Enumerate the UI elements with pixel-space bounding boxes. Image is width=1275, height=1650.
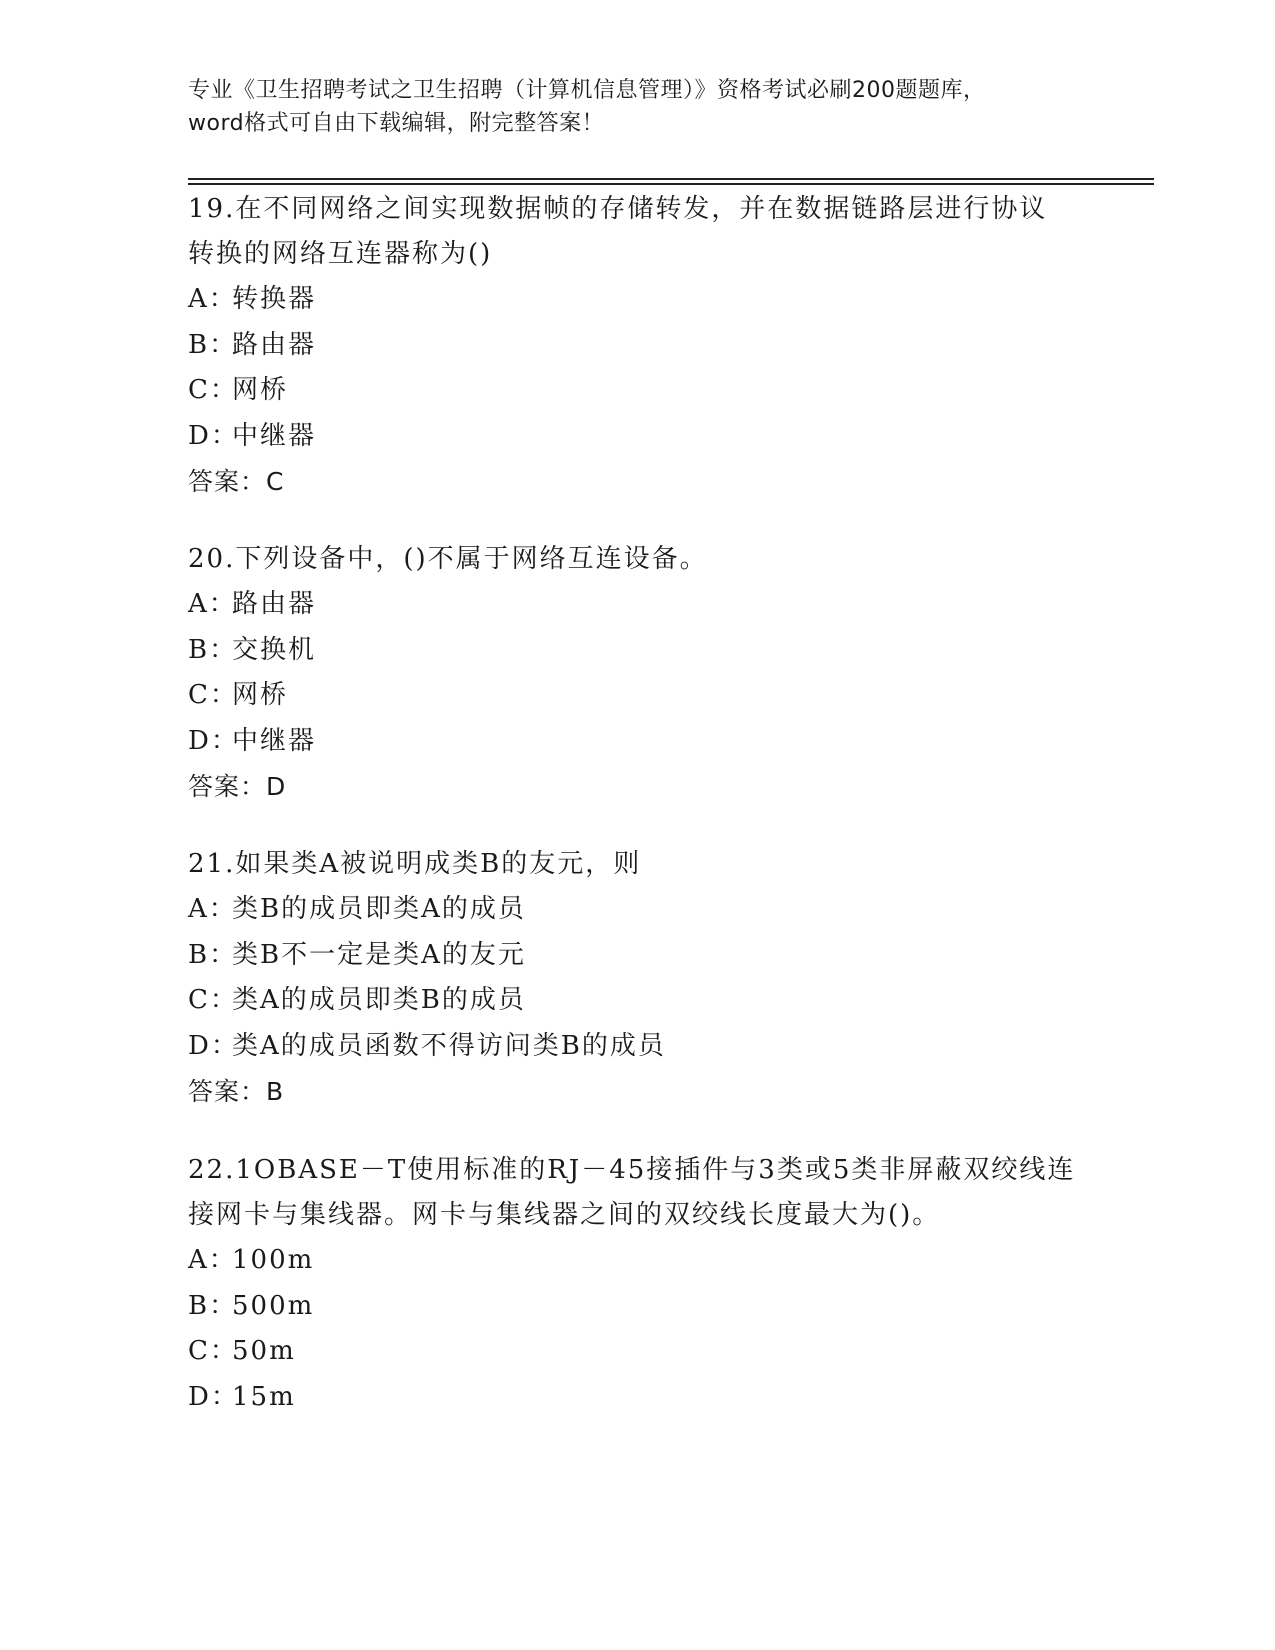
header-line-1: 专业《卫生招聘考试之卫生招聘（计算机信息管理）》资格考试必刷200题题库， <box>188 78 986 103</box>
option-text: 类B不一定是类A的友元 <box>232 939 526 970</box>
option-a <box>188 277 1088 323</box>
option-letter: B： <box>188 329 238 360</box>
option-d <box>188 1024 1088 1070</box>
answer: 答案：C <box>188 467 285 496</box>
question-stem: 转换的网络互连器称为() <box>188 239 493 269</box>
option-letter: D： <box>188 725 239 756</box>
option-letter: D： <box>188 1381 239 1412</box>
option-letter: A： <box>188 284 237 314</box>
option-a <box>188 582 1088 628</box>
option-letter: B： <box>188 939 238 970</box>
answer: 答案：D <box>188 772 287 801</box>
option-text: 15m <box>232 1381 296 1412</box>
option-letter: D： <box>188 1030 239 1061</box>
option-text: 转换器 <box>232 284 317 314</box>
option-letter: A： <box>188 1245 237 1275</box>
option-d <box>188 1375 1088 1421</box>
option-b <box>188 933 1088 979</box>
option-letter: D： <box>188 420 239 451</box>
option-b <box>188 323 1088 369</box>
option-letter: C： <box>188 375 238 405</box>
answer: 答案：B <box>188 1077 285 1106</box>
option-text: 100m <box>232 1245 315 1275</box>
header-line-2: word格式可自由下载编辑，附完整答案！ <box>188 111 605 136</box>
question-20 <box>188 537 1088 809</box>
header-divider-top <box>188 178 1154 180</box>
option-b <box>188 628 1088 674</box>
option-b <box>188 1284 1088 1330</box>
option-letter: A： <box>188 894 237 924</box>
header-divider-bottom <box>188 183 1154 185</box>
option-text: 网桥 <box>232 680 289 710</box>
document-header <box>188 74 1088 140</box>
option-text: 类A的成员函数不得访问类B的成员 <box>232 1030 666 1061</box>
option-text: 中继器 <box>232 420 317 451</box>
question-stem: 20.下列设备中，()不属于网络互连设备。 <box>188 544 708 574</box>
question-19 <box>188 187 1088 504</box>
question-stem: 接网卡与集线器。网卡与集线器之间的双绞线长度最大为()。 <box>188 1200 941 1230</box>
option-text: 网桥 <box>232 375 289 405</box>
option-text: 路由器 <box>232 589 317 619</box>
option-c <box>188 368 1088 414</box>
option-c <box>188 1329 1088 1375</box>
option-a <box>188 887 1088 933</box>
question-stem: 21.如果类A被说明成类B的友元，则 <box>188 849 642 879</box>
option-letter: A： <box>188 589 237 619</box>
option-letter: C： <box>188 680 238 710</box>
question-21 <box>188 842 1088 1114</box>
option-letter: C： <box>188 985 238 1015</box>
option-letter: B： <box>188 1290 238 1321</box>
option-letter: B： <box>188 634 238 665</box>
option-text: 50m <box>232 1336 296 1366</box>
option-a <box>188 1238 1088 1284</box>
option-text: 中继器 <box>232 725 317 756</box>
option-text: 交换机 <box>232 634 317 665</box>
option-text: 500m <box>232 1290 315 1321</box>
option-text: 路由器 <box>232 329 317 360</box>
option-text: 类B的成员即类A的成员 <box>232 894 526 924</box>
option-text: 类A的成员即类B的成员 <box>232 985 526 1015</box>
question-stem: 19.在不同网络之间实现数据帧的存储转发，并在数据链路层进行协议 <box>188 194 1048 224</box>
question-22 <box>188 1148 1088 1420</box>
option-c <box>188 978 1088 1024</box>
option-d <box>188 719 1088 765</box>
option-letter: C： <box>188 1336 238 1366</box>
option-c <box>188 673 1088 719</box>
question-stem: 22.1OBASE－T使用标准的RJ－45接插件与3类或5类非屏蔽双绞线连 <box>188 1155 1076 1185</box>
option-d <box>188 414 1088 460</box>
